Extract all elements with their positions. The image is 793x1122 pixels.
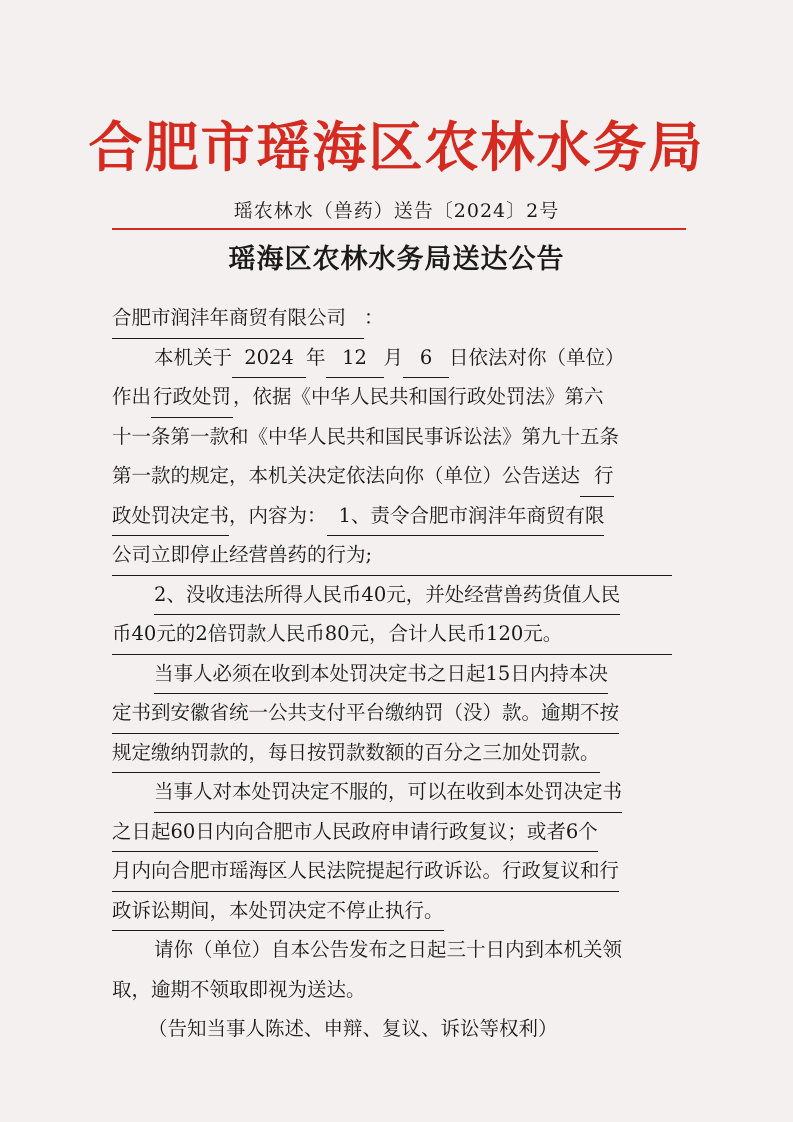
notice-body: [112, 298, 692, 1049]
paragraph-line: [112, 535, 692, 575]
text: 请你（单位）自本公告发布之日起三十日内到本机关领: [154, 938, 623, 961]
paragraph-line: [112, 417, 692, 457]
content-text: 当事人对本处罚决定不服的，可以在收到本处罚决定书: [154, 772, 622, 813]
content-text: 定书到安徽省统一公共支付平台缴纳罚（没）款。逾期不按: [112, 693, 619, 734]
addressee-line: [112, 298, 692, 338]
paragraph-line: [112, 614, 692, 654]
date-month: 12: [326, 338, 384, 379]
paragraph-line: [112, 575, 692, 615]
red-rule: [112, 228, 686, 230]
document-type: 行: [580, 456, 614, 497]
text: 作出: [112, 385, 152, 408]
action-type: 行政处罚: [151, 377, 233, 418]
date-day: 6: [403, 338, 449, 379]
paragraph-line: [112, 812, 692, 852]
content-text: 当事人必须在收到本处罚决定书之日起15日内持本决: [154, 654, 608, 695]
text: 本机关于: [154, 345, 233, 369]
text: （告知当事人陈述、申辩、复议、诉讼等权利）: [148, 1017, 558, 1040]
text: ，依据《中华人民共和国行政处罚法》第六: [233, 385, 604, 408]
paragraph-line: [112, 970, 692, 1010]
letterhead: 合肥市瑶海区农林水务局: [88, 115, 705, 179]
content-text: 之日起60日内向合肥市人民政府申请行政复议；或者6个: [112, 812, 598, 853]
document-number: 瑶农林水（兽药）送告〔2024〕2号: [233, 200, 560, 222]
paragraph-line: [112, 654, 692, 694]
content-text: 政诉讼期间，本处罚决定不停止执行。: [112, 891, 444, 932]
date-year: 2024: [232, 338, 306, 379]
paragraph-line: [112, 496, 692, 536]
addressee-colon: ：: [364, 306, 384, 329]
text: 月: [383, 345, 404, 369]
text: 年: [306, 345, 326, 369]
paragraph-line: [112, 377, 692, 417]
addressee: 合肥市润沣年商贸有限公司: [112, 298, 364, 339]
paragraph-line: [112, 733, 692, 773]
document-type: 政处罚决定书: [112, 496, 229, 537]
paragraph-line: [112, 891, 692, 931]
content-text: 月内向合肥市瑶海区人民法院提起行政诉讼。行政复议和行: [112, 851, 619, 892]
paragraph-line: [112, 338, 692, 378]
paragraph-line: [112, 772, 692, 812]
paragraph-line: [112, 693, 692, 733]
text: ，内容为：: [229, 503, 327, 527]
text: 第一款的规定，本机关决定依法向你（单位）公告送达: [112, 464, 581, 487]
content-text: 2、没收违法所得人民币40元，并处经营兽药货值人民: [154, 575, 620, 616]
content-text: 公司立即停止经营兽药的行为;: [112, 535, 672, 576]
rights-notice: [112, 1009, 692, 1049]
paragraph-line: [112, 851, 692, 891]
page-title: 瑶海区农林水务局送达公告: [228, 244, 565, 275]
text: 日依法对你（单位）: [449, 345, 625, 369]
paragraph-line: [112, 456, 692, 496]
paragraph-line: [112, 930, 692, 970]
content-text: 1、责令合肥市润沣年商贸有限: [327, 496, 605, 537]
text: 取，逾期不领取即视为送达。: [112, 977, 366, 1001]
content-text: 规定缴纳罚款的，每日按罚款数额的百分之三加处罚款。: [112, 733, 600, 774]
content-text: 币40元的2倍罚款人民币80元，合计人民币120元。: [112, 614, 672, 655]
text: 十一条第一款和《中华人民共和国民事诉讼法》第九十五条: [112, 424, 620, 448]
